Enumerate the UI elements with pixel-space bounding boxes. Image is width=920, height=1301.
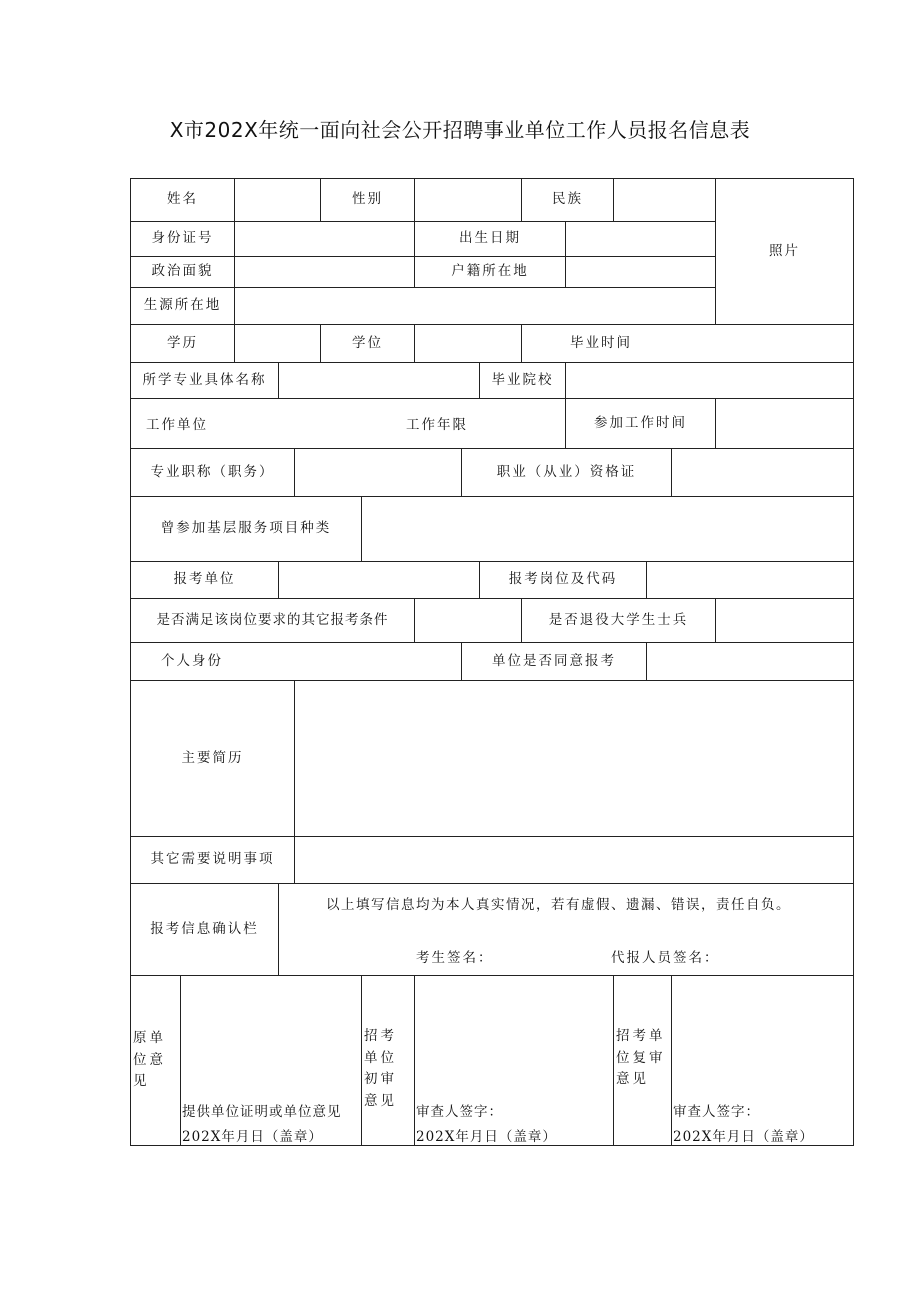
- original-unit-label: [130, 975, 181, 1146]
- household-field[interactable]: [565, 256, 716, 288]
- apply-unit-label: 报考单位: [130, 561, 279, 599]
- ethnicity-label: 民族: [521, 178, 614, 222]
- education-label: 学历: [130, 324, 235, 363]
- agent-signature[interactable]: 代报人员签名：: [611, 950, 720, 966]
- confirm-label: 报考信息确认栏: [130, 883, 279, 976]
- birth-date-field[interactable]: [565, 221, 716, 257]
- other-notes-field[interactable]: [294, 836, 854, 884]
- re-signer: 审查人签字：: [673, 1104, 760, 1120]
- initial-signer: 审查人签字：: [416, 1104, 503, 1120]
- household-label: 户籍所在地: [414, 256, 566, 288]
- initial-review-box[interactable]: [414, 975, 614, 1146]
- original-unit-note: 提供单位证明或单位意见: [182, 1104, 342, 1120]
- graduation-time-label: 毕业时间: [521, 324, 854, 363]
- apply-post-field[interactable]: [646, 561, 854, 599]
- gender-label: 性别: [320, 178, 415, 222]
- ethnicity-field[interactable]: [613, 178, 716, 222]
- other-conditions-field[interactable]: [414, 598, 522, 643]
- birth-date-label: 出生日期: [414, 221, 566, 257]
- candidate-signature[interactable]: 考生签名：: [416, 950, 494, 966]
- major-label: 所学专业具体名称: [130, 362, 279, 399]
- original-unit-box[interactable]: [180, 975, 362, 1146]
- origin-label: 生源所在地: [130, 287, 235, 325]
- title-rank-field[interactable]: [294, 448, 462, 497]
- gender-field[interactable]: [414, 178, 522, 222]
- photo-box[interactable]: 照片: [715, 178, 854, 325]
- id-number-field[interactable]: [234, 221, 415, 257]
- employer-label: 工作单位: [146, 417, 208, 433]
- resume-label: 主要简历: [130, 680, 295, 837]
- original-unit-date: 202X年月日（盖章）: [182, 1129, 323, 1145]
- school-label: 毕业院校: [479, 362, 566, 399]
- unit-consent-label: 单位是否同意报考: [461, 642, 647, 681]
- work-years-label: 工作年限: [406, 417, 468, 433]
- degree-field[interactable]: [414, 324, 522, 363]
- qualification-label: 职业（从业）资格证: [461, 448, 672, 497]
- initial-review-text: 招考单位初审意见: [364, 1028, 397, 1109]
- political-status-label: 政治面貌: [130, 256, 235, 288]
- veteran-field[interactable]: [715, 598, 854, 643]
- grassroots-field[interactable]: [361, 496, 854, 562]
- original-unit-text: 原单位意见: [133, 1030, 166, 1090]
- qualification-field[interactable]: [671, 448, 854, 497]
- initial-date: 202X年月日（盖章）: [416, 1129, 557, 1145]
- political-status-field[interactable]: [234, 256, 415, 288]
- re-date: 202X年月日（盖章）: [673, 1129, 814, 1145]
- education-field[interactable]: [234, 324, 321, 363]
- re-review-text: 招考单位复审意见: [616, 1028, 666, 1088]
- school-field[interactable]: [565, 362, 854, 399]
- re-review-label: [613, 975, 672, 1146]
- veteran-label: 是否退役大学生士兵: [521, 598, 716, 643]
- unit-consent-field[interactable]: [646, 642, 854, 681]
- other-notes-label: 其它需要说明事项: [130, 836, 295, 884]
- confirm-statement: 以上填写信息均为本人真实情况，若有虚假、遗漏、错误，责任自负。: [326, 897, 791, 913]
- identity-label: 个人身份: [130, 642, 462, 681]
- re-review-box[interactable]: [671, 975, 854, 1146]
- name-field[interactable]: [234, 178, 321, 222]
- work-start-label: 参加工作时间: [565, 398, 716, 449]
- degree-label: 学位: [320, 324, 415, 363]
- major-field[interactable]: [278, 362, 480, 399]
- origin-field[interactable]: [234, 287, 716, 325]
- apply-unit-field[interactable]: [278, 561, 480, 599]
- other-conditions-label: 是否满足该岗位要求的其它报考条件: [130, 598, 415, 643]
- initial-review-label: [361, 975, 415, 1146]
- form-title: X市202X年统一面向社会公开招聘事业单位工作人员报名信息表: [169, 118, 751, 142]
- title-rank-label: 专业职称（职务）: [130, 448, 295, 497]
- id-number-label: 身份证号: [130, 221, 235, 257]
- apply-post-label: 报考岗位及代码: [479, 561, 647, 599]
- grassroots-label: 曾参加基层服务项目种类: [130, 496, 362, 562]
- name-label: 姓名: [130, 178, 235, 222]
- resume-field[interactable]: [294, 680, 854, 837]
- work-start-field[interactable]: [715, 398, 854, 449]
